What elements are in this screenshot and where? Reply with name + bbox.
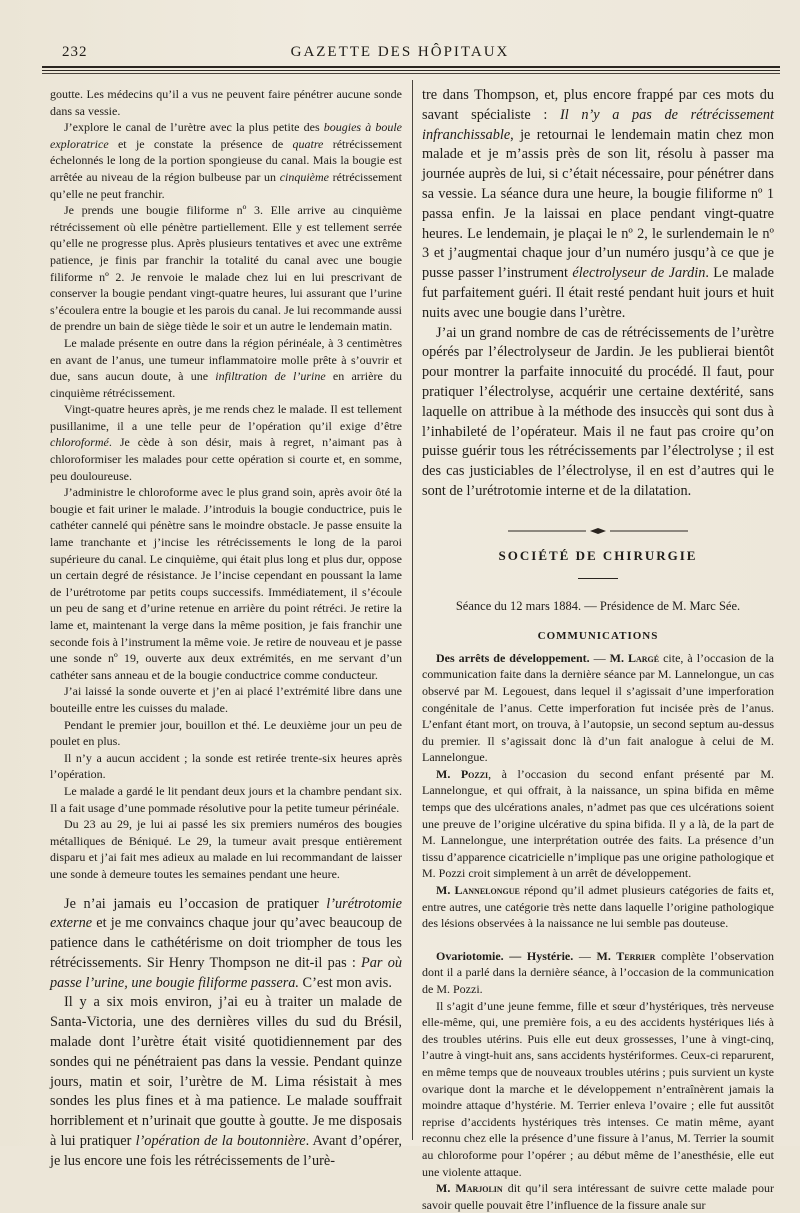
paragraph: J’ai laissé la sonde ouverte et j’en ai placé l’extrémité libre dans une bouteille entre les cuisses du malade. — [50, 684, 402, 715]
page-number: 232 — [62, 44, 88, 60]
paragraph: J’explore le canal de l’urètre avec la plus petite des bougies à boule exploratrice et je constate la présence de quatre rétrécissement échelonnés le long de la portion spongieuse du canal. Mais la bougie est arrêtée au niveau de la région bulbeuse par un cinquième rétrécissement qu’elle ne peut franchir. — [50, 120, 402, 201]
paragraph: Il n’y a aucun accident ; la sonde est retirée trente-six heures après l’opération. — [50, 750, 402, 782]
paragraph: Vingt-quatre heures après, je me rends chez le malade. Il est tellement pusillanime, il a une telle peur de l’opération qu’il exige d’être chloroformé. Je cède à son désir, mais à regret, n’aimant pas à chloroformiser les malades pour cette opération si courte et, en somme, peu douloureuse. — [50, 402, 402, 483]
header-rule — [42, 66, 780, 68]
paragraph: Pendant le premier jour, bouillon et thé. Le deuxième jour un peu de poulet en plus. — [50, 717, 402, 749]
paragraph: Des arrêts de développement. — M. Largé cite, à l’occasion de la communication faite dans la dernière séance par M. Lannelongue, un cas observé par M. Legouest, dans lequel il s’agissait d’une imperforation congénitale de l’anus. Cette imperforation fut incisée près de l’anus. L’enfant étant mort, on trouva, à l’autopsie, un second septum au-dessus du premier. Il s’agissait donc là d’un fait analogue à celui de M. Lannelongue. — [422, 650, 775, 765]
paragraph: Ovariotomie. — Hystérie. — M. Terrier complète l’observation dont il a parlé dans la dernière séance, à l’occasion de la communication de M. Pozzi. — [422, 948, 775, 997]
paragraph: Du 23 au 29, je lui ai passé les six premiers numéros des bougies métalliques de Béniqué. Le 29, la tumeur avait presque entièrement disparu et j’ai fait mes adieux au malade en lui recommandant de laisser une sonde à demeure toutes les semaines pendant une heure. — [50, 817, 402, 881]
section-title: SOCIÉTÉ DE CHIRURGIE — [498, 547, 698, 563]
paragraph: J’administre le chloroforme avec le plus grand soin, après avoir ôté la bougie et fait uriner le malade. J’introduis la bougie conductrice, puis le cathéter cannelé qui pénètre sans le moindre obstacle. Je passe ensuite la lame tranchante et j’incise les rétrécissements le long de la paroi supérieure du canal. Le cinquième, qui était plus long et plus dur, oppose un certain degré de résistance. Je l’incise cependant en poussant la lame de l’urétrotome par petits coups successifs. Immédiatement, il s’écoule un peu de sang et d’urine retenue en arrière du point rétréci. Je retire la lame et, maintenant la verge dans la même position, je fais franchir une seconde fois à l’instrument la même voie. Je retire de nouveau et je passe une sonde nº 19, ouverte aux deux extrémités, en me servant d’un cathéter sans anneau et de la bougie conductrice comme conducteur. — [50, 485, 402, 682]
paragraph: M. Marjolin dit qu’il sera intéressant de suivre cette malade pour savoir quelle pouvait être l’influence de la fissure anale sur — [422, 1181, 774, 1212]
paragraph: M. Lannelongue répond qu’il admet plusieurs catégories de faits et, entre autres, une catégorie très nette dans laquelle l’origine pathologique des lésions observées à la naissance ne lui semble pas douteuse. — [422, 883, 774, 931]
section-divider — [578, 578, 618, 579]
paragraph: Il s’agit d’une jeune femme, fille et sœur d’hystériques, très nerveuse elle-même, qui, une première fois, a eu des accidents hystériques liés à des troubles utérins. Puis elle eut deux grossesses, l’une à vingt-cinq, l’autre à vingt-huit ans, sans accidents hystériformes. Ceux-ci reparurent, en même temps que de nouveaux troubles utérins ; puis survient un kyste ovarique dont la marche et le développement n’entraînèrent jamais la moindre attaque d’hystérie. M. Terrier enleva l’ovaire ; elle fut aussitôt reprise d’accidents hystériques très intenses. Ce matin même, ayant reconnu chez elle la présence d’une fissure à l’anus, M. Terrier la soumit au chloroforme pour l’opérer ; au début même de l’anesthésie, elle eut une violente attaque. — [422, 998, 774, 1179]
paragraph: Je n’ai jamais eu l’occasion de pratiquer l’urétrotomie externe et je me convaincs chaque jour qu’avec beaucoup de patience dans le cathétérisme on doit triompher de tous les rétrécissements. Sir Henry Thompson ne dit-il pas : Par où passe l’urine, une bougie filiforme passera. C’est mon avis. — [50, 895, 402, 991]
paragraph: J’ai un grand nombre de cas de rétrécissements de l’urètre opérés par l’électrolyseur de Jardin. Je les publierai bientôt pour montrer la parfaite innocuité du procédé. Il faut, pour pratiquer l’électrolyse, acquérir une certaine dextérité, sans laquelle on attribue à la méthode des insuccès qui sont dus à l’inhabileté de l’opérateur. Mais il ne faut pas croire qu’on puisse guérir tous les rétrécissements par l’électrolyse ; il est des cas justiciables de l’électrolyse, il en est d’autres qui le sont de l’urétrotomie interne et de la dilatation. — [422, 324, 774, 499]
ornament-rule-icon — [508, 527, 688, 535]
paragraph: Le malade présente en outre dans la région périnéale, à 3 centimètres en avant de l’anus, une tumeur inflammatoire molle prête à s’ouvrir et due, sans aucun doute, à une infiltration de l’urine en arrière du cinquième rétrécissement. — [50, 335, 402, 400]
paragraph: Le malade a gardé le lit pendant deux jours et la chambre pendant six. Il a fait usage d’une pommade résolutive pour la petite tumeur périnéale. — [50, 783, 402, 815]
section-ornament — [422, 522, 774, 540]
subsection-heading: COMMUNICATIONS — [537, 629, 659, 642]
right-column — [422, 86, 774, 1213]
journal-title: GAZETTE DES HÔPITAUX — [290, 44, 510, 60]
paragraph: M. Pozzi, à l’occasion du second enfant présenté par M. Lannelongue, et qui offrait, à la naissance, un spina bifida en même temps que des ulcérations anales, n’admet pas que ces ulcérations soient une preuve de l’origine ulcérative du spina bifida. Il y a là, de la part de M. Lannelongue, une interprétation outrée des faits. La présence d’un tissu d’apparence cicatricielle n’implique pas une origine pathologique et M. Pozzi croit simplement à un arrêt de développement. — [422, 766, 774, 881]
header-rule-thin-2 — [42, 73, 780, 74]
paragraph: goutte. Les médecins qu’il a vus ne peuvent faire pénétrer aucune sonde dans sa vessie. — [50, 87, 402, 118]
column-divider — [412, 80, 413, 1140]
paragraph: Je prends une bougie filiforme nº 3. Elle arrive au cinquième rétrécissement où elle pénètre partiellement. Elle y est tellement serrée qu’elle ne progresse plus. Après plusieurs tentatives et avec une extrême patience, je finis par franchir la totalité du canal avec une bougie filiforme nº 2. Je renvoie le malade chez lui en lui prescrivant de conserver la bougie pendant vingt-quatre heures, lui assurant que l’urine s’écoulera entre la bougie et les parois du canal. Je lui recommande aussi de prendre un bain de siège tiède le soir et un autre le lendemain matin. — [50, 203, 402, 334]
paragraph: tre dans Thompson, et, plus encore frappé par ces mots du savant spécialiste : Il n’y a pas de rétrécissement infranchissable, je retournai le lendemain matin chez mon malade et je m’assis près de son lit, résolu à passer ma journée auprès de lui, si c’était nécessaire, pour pénétrer dans sa vessie. La séance dura une heure, la bougie filiforme nº 1 passa enfin. Je la laissai en place pendant vingt-quatre heures. Le lendemain, je plaçai le nº 2, le surlendemain le nº 3 et j’augmentai chaque jour d’un numéro jusqu’à ce que je pusse passer l’instrument électrolyseur de Jardin. Le malade fut parfaitement guéri. Il était resté pendant huit jours et huit nuits avec une bougie dans l’urètre. — [422, 87, 774, 321]
paragraph: Il y a six mois environ, j’ai eu à traiter un malade de Santa-Victoria, une des dernières villes du sud du Brésil, malade dont l’urètre était visité quotidiennement par des sondes qui ne pénétraient pas dans la vessie. Pendant quinze jours, matin et soir, l’urètre de M. Lima résistait à mes sondes les plus fines et à ma patience. Le malade souffrait horriblement et n’urinait que goutte à goutte. Je me disposais à lui pratiquer l’opération de la boutonnière. Avant d’opérer, je lus encore une fois les rétrécissements de l’urè- — [50, 994, 403, 1169]
page-header — [20, 40, 780, 68]
left-column — [50, 86, 402, 1172]
header-rule-thin — [42, 70, 780, 71]
session-heading: Séance du 12 mars 1884. — Présidence de M. Marc Sée. — [455, 598, 741, 613]
